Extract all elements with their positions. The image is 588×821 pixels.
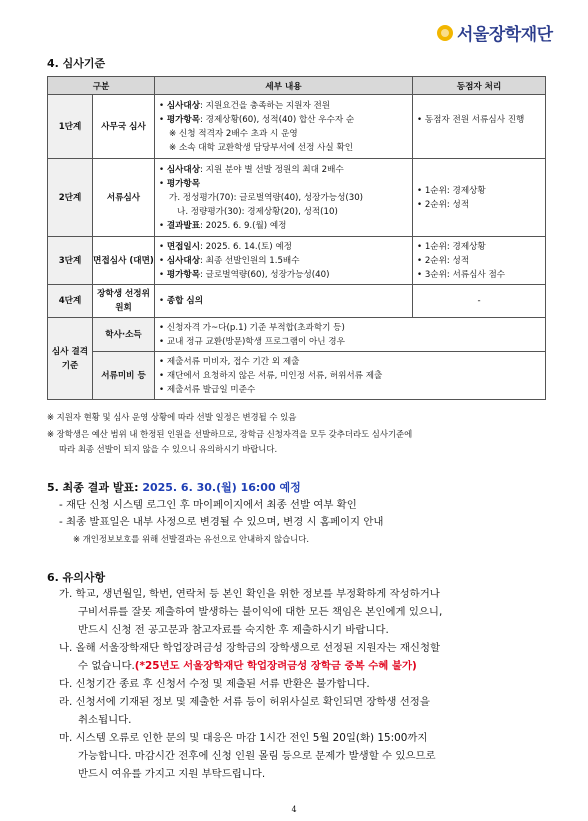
stage-tie: • 1순위: 경제상황 • 2순위: 성적 — [413, 159, 546, 237]
page-number: 4 — [291, 805, 297, 814]
body-line: 수 없습니다.(*25년도 서울장학재단 학업장려금성 장학금 중복 수혜 불가) — [78, 660, 417, 672]
stage-tie: • 1순위: 경제상황 • 2순위: 성적 • 3순위: 서류심사 점수 — [413, 237, 546, 285]
body-line: - 재단 신청 시스템 로그인 후 마이페이지에서 최종 선발 여부 확인 — [59, 499, 357, 511]
body-line: 가능합니다. 마감시간 전후에 신청 인원 몰림 등으로 문제가 발생할 수 있으므로 — [78, 750, 436, 762]
section4-title: 4. 심사기준 — [47, 57, 106, 70]
result-row-details: • 제출서류 미비자, 접수 기간 외 제출 • 재단에서 요청하지 않은 서류, 미인정 서류, 허위서류 제출 • 제출서류 발급일 미준수 — [155, 352, 546, 400]
stage-name: 사무국 심사 — [93, 95, 155, 159]
body-line: 다. 신청기간 종료 후 신청서 수정 및 제출된 서류 반환은 불가합니다. — [59, 678, 370, 690]
stage-details: • 면접일시: 2025. 6. 14.(토) 예정 • 심사대상: 최종 선발인원의 1.5배수 • 평가항목: 글로벌역량(60), 성장가능성(40) — [155, 237, 413, 285]
stage-name: 서류심사 — [93, 159, 155, 237]
header-tie: 동점자 처리 — [413, 77, 546, 95]
stage-label: 2단계 — [48, 159, 93, 237]
body-line: 나. 올해 서울장학재단 학업장려금성 장학금의 장학생으로 선정된 지원자는 재신청할 — [59, 642, 441, 654]
body-line: 가. 학교, 생년월일, 학번, 연락처 등 본인 확인을 위한 정보를 부정확하게 작성하거나 — [59, 588, 440, 600]
section6-title: 6. 유의사항 — [47, 571, 106, 584]
stage-label: 3단계 — [48, 237, 93, 285]
stage-details: • 종합 심의 — [155, 285, 413, 318]
logo-icon — [437, 25, 453, 41]
criteria-table — [47, 76, 546, 400]
note: ※ 장학생은 예산 범위 내 한정된 인원을 선발하므로, 장학금 신청자격을 모두 갖추더라도 심사기준에 — [47, 429, 413, 439]
body-line: 구비서류를 잘못 제출하여 발생하는 불이익에 대한 모든 책임은 본인에게 있으니, — [78, 606, 443, 618]
body-line: - 최종 발표일은 내부 사정으로 변경될 수 있으며, 변경 시 홈페이지 안내 — [59, 516, 384, 528]
stage-label: 1단계 — [48, 95, 93, 159]
header-details: 세부 내용 — [155, 77, 413, 95]
header-category: 구분 — [48, 77, 155, 95]
stage-tie: - — [413, 285, 546, 318]
result-row-label: 서류미비 등 — [93, 352, 155, 400]
body-line: 반드시 여유를 가지고 지원 부탁드립니다. — [78, 768, 266, 780]
note: 따라 최종 선발이 되지 않을 수 있으니 유의하시기 바랍니다. — [59, 444, 278, 454]
body-line: 반드시 신청 전 공고문과 참고자료를 숙지한 후 제출하시기 바랍니다. — [78, 624, 389, 636]
note: ※ 지원자 현황 및 심사 운영 상황에 따라 선발 일정은 변경될 수 있음 — [47, 412, 297, 422]
body-line: 마. 시스템 오류로 인한 문의 및 대응은 마감 1시간 전인 5월 20일(화) 15:00까지 — [59, 732, 428, 744]
stage-name: 장학생 선정위원회 — [93, 285, 155, 318]
stage-tie: • 동점자 전원 서류심사 진행 — [413, 95, 546, 159]
section5-title: 5. 최종 결과 발표: 2025. 6. 30.(월) 16:00 예정 — [47, 481, 301, 494]
stage-details: • 심사대상: 지원요건을 충족하는 지원자 전원 • 평가항목: 경제상황(60), 성적(40) 합산 우수자 순 ※ 신청 적격자 2배수 초과 시 운영 ※ 소속 대학 교환학생 담당부서에 선정 사실 확인 — [155, 95, 413, 159]
note: ※ 개인정보보호를 위해 선발결과는 유선으로 안내하지 않습니다. — [73, 534, 309, 544]
result-row-details: • 신청자격 가~다(p.1) 기준 부적합(초과학기 등) • 교내 정규 교환(방문)학생 프로그램이 아닌 경우 — [155, 318, 546, 352]
stage-label: 4단계 — [48, 285, 93, 318]
stage-details: • 심사대상: 지원 분야 별 선발 정원의 최대 2배수 • 평가항목 가. 정성평가(70): 글로벌역량(40), 성장가능성(30) 나. 정량평가(30): 경제상황(20), 성적(10) • 결과발표: 2025. 6. 9.(월) 예정 — [155, 159, 413, 237]
logo — [437, 20, 553, 45]
stage-name: 면접심사 (대면) — [93, 237, 155, 285]
result-row-label: 학사·소득 — [93, 318, 155, 352]
result-label: 심사 결격 기준 — [48, 318, 93, 400]
logo-text: 서울장학재단 — [457, 25, 553, 45]
body-line: 취소됩니다. — [78, 714, 132, 726]
body-line: 라. 신청서에 기재된 정보 및 제출한 서류 등이 허위사실로 확인되면 장학생 선정을 — [59, 696, 430, 708]
